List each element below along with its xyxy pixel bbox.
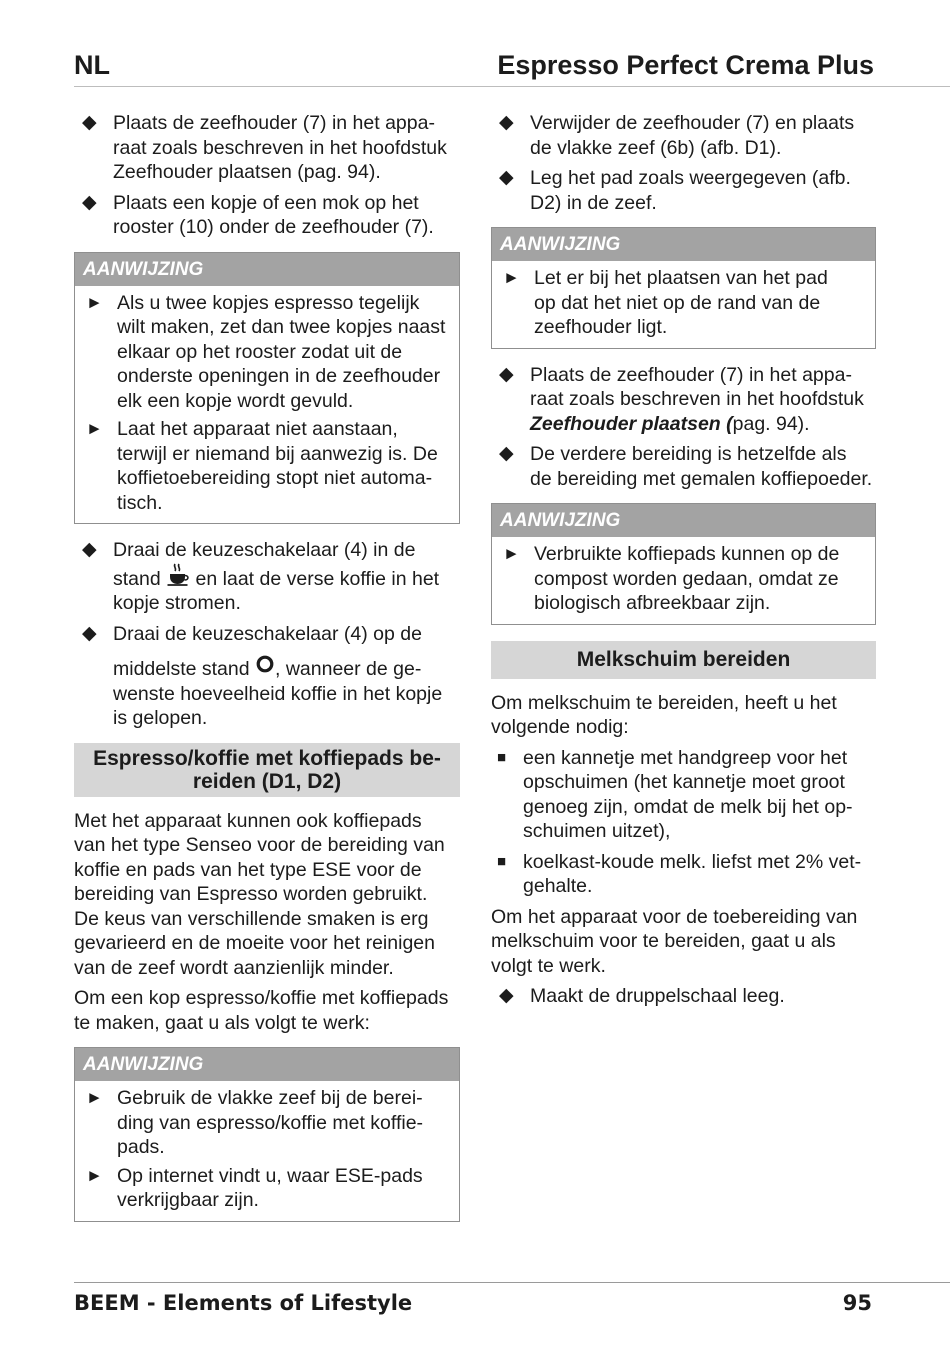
instruction-bullet bbox=[491, 111, 876, 160]
circle-position-icon bbox=[255, 654, 275, 674]
bullet-text: Maakt de druppelschaal leeg. bbox=[530, 985, 785, 1007]
bullet-text: Plaats de zeefhouder (7) in het appa- raat zoals beschreven in het hoofdstuk Zeefhouder plaatsen (pag. 94). bbox=[113, 112, 447, 183]
section-heading: Espresso/koffie met koffiepads be- reiden (D1, D2) bbox=[74, 743, 460, 797]
note-item bbox=[83, 1086, 451, 1160]
diamond-bullet-icon: ◆ bbox=[499, 167, 514, 188]
note-item-text: Laat het apparaat niet aanstaan, terwijl er niemand bij aanwezig is. De koffietoebereiding stopt niet automa- tisch. bbox=[117, 418, 438, 514]
bullet-text: en laat de verse koffie in het bbox=[195, 567, 440, 590]
diamond-bullet-icon: ◆ bbox=[499, 443, 514, 464]
note-item bbox=[83, 291, 451, 414]
coffee-cup-icon bbox=[166, 563, 190, 587]
note-box bbox=[491, 503, 876, 625]
square-bullet-icon: ■ bbox=[497, 852, 507, 870]
instruction-bullet bbox=[74, 191, 460, 240]
diamond-bullet-icon: ◆ bbox=[82, 539, 97, 560]
bullet-text: De verdere bereiding is hetzelfde als de bereiding met gemalen koffiepoeder. bbox=[530, 443, 873, 490]
bullet-text: pag. 94). bbox=[732, 412, 810, 435]
diamond-bullet-icon: ◆ bbox=[499, 112, 514, 133]
instruction-bullet bbox=[491, 984, 876, 1009]
brand-name: BEEM - Elements of Lifestyle bbox=[74, 1291, 413, 1315]
triangle-arrow-icon: ► bbox=[503, 544, 520, 563]
bullet-text: Draai de keuzeschakelaar (4) in de bbox=[113, 539, 416, 561]
paragraph: Met het apparaat kunnen ook koffiepads van het type Senseo voor de bereiding van koffie en pads van het type ESE voor de bereiding van Espresso worden gebruikt. De keus van verschillende smaken is erg gevarieerd en de moeite voor het reinigen van de zeef wordt aanzienlijk minder. bbox=[74, 809, 445, 979]
diamond-bullet-icon: ◆ bbox=[82, 112, 97, 133]
note-item-text: Op internet vindt u, waar ESE-pads verkrijgbaar zijn. bbox=[117, 1164, 423, 1211]
note-heading: AANWIJZING bbox=[492, 228, 875, 261]
instruction-bullet bbox=[74, 538, 460, 616]
instruction-bullet bbox=[74, 111, 460, 185]
note-box bbox=[74, 252, 460, 525]
triangle-arrow-icon: ► bbox=[86, 292, 103, 312]
right-column bbox=[491, 111, 876, 1015]
list-item-text: een kannetje met handgreep voor het opschuimen (het kannetje moet groot genoeg zijn, omdat de melk bij het op- schuimen uitzet), bbox=[523, 746, 853, 842]
bullet-text: Plaats een kopje of een mok op het rooster (10) onder de zeefhouder (7). bbox=[113, 191, 434, 238]
note-item-text: Let er bij het plaatsen van het pad op dat het niet op de rand van de zeefhouder ligt. bbox=[534, 267, 828, 338]
note-heading: AANWIJZING bbox=[75, 253, 459, 286]
bullet-text: Verwijder de zeefhouder (7) en plaats de vlakke zeef (6b) (afb. D1). bbox=[530, 112, 855, 159]
note-item bbox=[500, 542, 867, 616]
instruction-bullet bbox=[491, 166, 876, 215]
note-box bbox=[491, 227, 876, 349]
chapter-reference: Zeefhouder plaatsen ( bbox=[530, 412, 733, 435]
bullet-text: kopje stromen. bbox=[113, 592, 241, 614]
note-item-text: Als u twee kopjes espresso tegelijk wilt maken, zet dan twee kopjes naast elkaar op het rooster zodat uit de onderste openingen in de zeefhouder elk een kopje wordt gevuld. bbox=[117, 291, 446, 412]
paragraph: Om het apparaat voor de toebereiding van melkschuim voor te bereiden, gaat u als volgt te werk. bbox=[491, 905, 858, 977]
note-item bbox=[83, 417, 451, 515]
triangle-arrow-icon: ► bbox=[503, 268, 520, 287]
page-number: 95 bbox=[842, 1291, 872, 1315]
note-heading: AANWIJZING bbox=[492, 504, 875, 537]
note-item-text: Gebruik de vlakke zeef bij de berei- ding van espresso/koffie met koffie- pads. bbox=[117, 1087, 424, 1158]
document-title: Espresso Perfect Crema Plus bbox=[497, 50, 874, 80]
diamond-bullet-icon: ◆ bbox=[499, 363, 514, 385]
paragraph: Om melkschuim te bereiden, heeft u het volgende nodig: bbox=[491, 691, 837, 738]
left-column bbox=[74, 111, 460, 1236]
section-heading: Melkschuim bereiden bbox=[491, 641, 876, 679]
bullet-text: stand bbox=[113, 567, 161, 590]
instruction-bullet bbox=[491, 363, 876, 437]
note-box bbox=[74, 1047, 460, 1222]
list-item bbox=[491, 850, 876, 899]
bullet-text: Leg het pad zoals weergegeven (afb. D2) in de zeef. bbox=[530, 167, 851, 214]
language-code: NL bbox=[74, 50, 110, 80]
diamond-bullet-icon: ◆ bbox=[82, 622, 97, 644]
note-item bbox=[83, 1164, 451, 1213]
triangle-arrow-icon: ► bbox=[86, 1088, 103, 1107]
triangle-arrow-icon: ► bbox=[86, 1165, 103, 1185]
note-heading: AANWIJZING bbox=[75, 1048, 459, 1081]
note-item-text: Verbruikte koffiepads kunnen op de compost worden gedaan, omdat ze biologisch afbreekbaar zijn. bbox=[534, 543, 840, 614]
bullet-text: wenste hoeveelheid koffie in het kopje is gelopen. bbox=[113, 682, 443, 729]
instruction-bullet bbox=[491, 442, 876, 491]
paragraph: Om een kop espresso/koffie met koffiepads te maken, gaat u als volgt te werk: bbox=[74, 987, 449, 1034]
list-item bbox=[491, 746, 876, 844]
list-item-text: koelkast-koude melk. liefst met 2% vet- gehalte. bbox=[523, 850, 862, 897]
bullet-text: middelste stand bbox=[113, 658, 250, 680]
bullet-text: Plaats de zeefhouder (7) in het appa- raat zoals beschreven in het hoofdstuk bbox=[530, 363, 864, 410]
diamond-bullet-icon: ◆ bbox=[499, 985, 514, 1006]
note-item bbox=[500, 266, 867, 340]
page-header bbox=[74, 48, 950, 87]
triangle-arrow-icon: ► bbox=[86, 419, 103, 438]
square-bullet-icon: ■ bbox=[497, 748, 507, 766]
bullet-text: Draai de keuzeschakelaar (4) op de bbox=[113, 622, 422, 645]
diamond-bullet-icon: ◆ bbox=[82, 191, 97, 213]
bullet-text: , wanneer de ge- bbox=[275, 658, 422, 680]
page-footer bbox=[74, 1282, 950, 1315]
instruction-bullet bbox=[74, 622, 460, 731]
